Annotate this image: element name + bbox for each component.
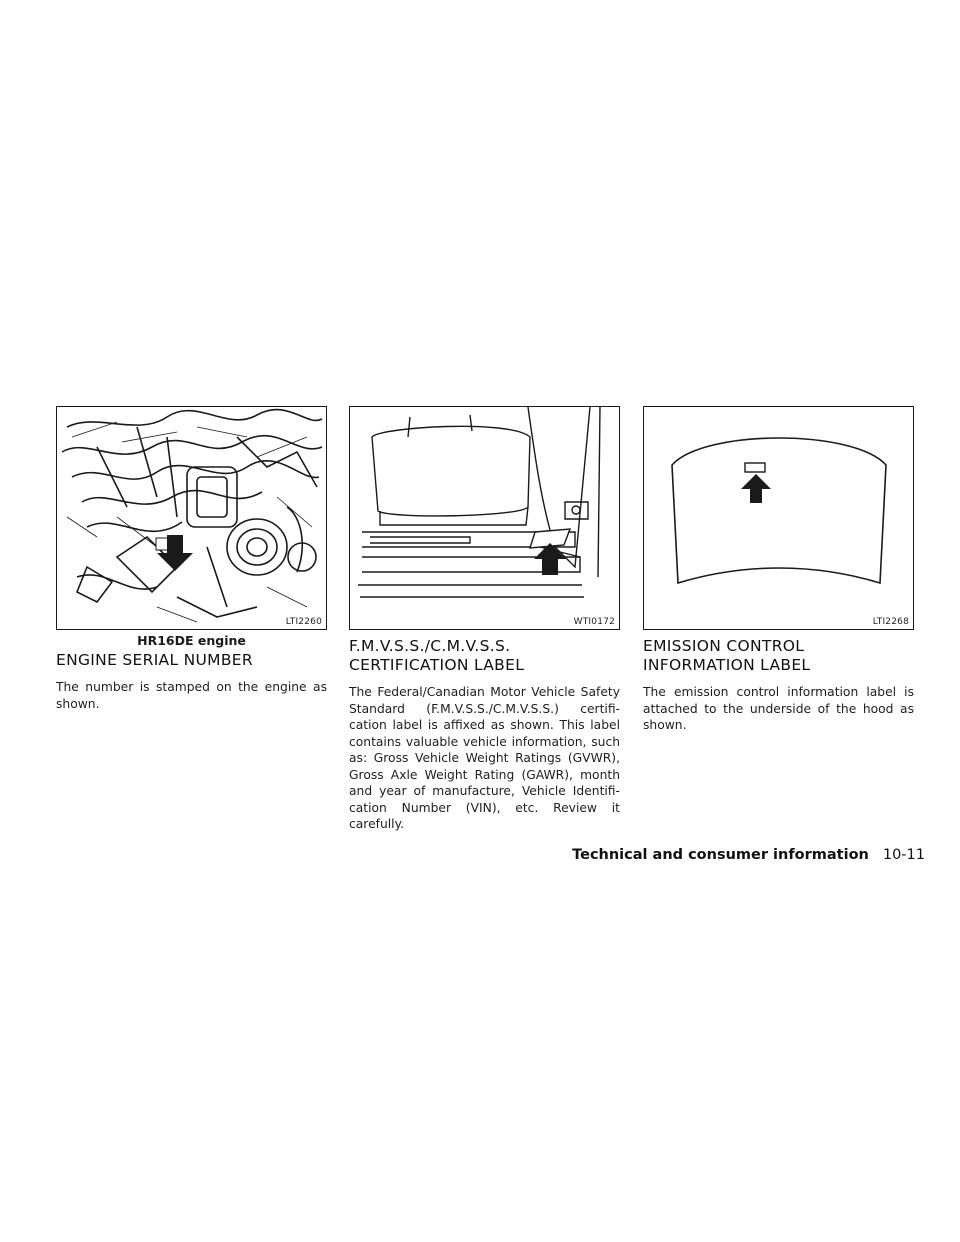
section-body: The emission control information label is attached to the underside of the hood as shown.: [643, 685, 914, 732]
footer-section-title: Technical and consumer information: [572, 847, 869, 863]
section-body: The Federal/Canadian Motor Vehicle Safety Standard (F.M.V.S.S./C.M.V.S.S.) certifi-cation label is affixed as shown. This label contains valuable vehicle information, such as: Gross Vehicle Weight Ratings (GVWR), Gross Axle Weight Rating (GAWR), month and year of manufacture, Vehicle Identifi-cation Number (VIN), etc. Review it carefully.: [349, 685, 620, 831]
engine-illustration: [56, 406, 327, 630]
section-heading: F.M.V.S.S./C.M.V.S.S. CERTIFICATION LABEL: [349, 637, 525, 674]
door-pillar-drawing: [350, 407, 619, 629]
hood-drawing: [644, 407, 913, 629]
column-certification-label: [349, 406, 620, 833]
figure-code: LTI2260: [285, 617, 322, 627]
figure-code: LTI2268: [872, 617, 909, 627]
door-pillar-illustration: [349, 406, 620, 630]
engine-drawing: [57, 407, 326, 629]
figure-caption: HR16DE engine: [137, 633, 246, 648]
section-heading: EMISSION CONTROL INFORMATION LABEL: [643, 637, 811, 674]
column-emission-label: [643, 406, 914, 734]
page-footer: [0, 847, 925, 863]
section-heading: ENGINE SERIAL NUMBER: [56, 651, 253, 669]
section-body: The number is stamped on the engine as shown.: [56, 680, 327, 711]
hood-illustration: [643, 406, 914, 630]
figure-code: WTI0172: [573, 617, 615, 627]
page-number: 10-11: [882, 847, 925, 863]
column-engine-serial: [56, 406, 327, 712]
